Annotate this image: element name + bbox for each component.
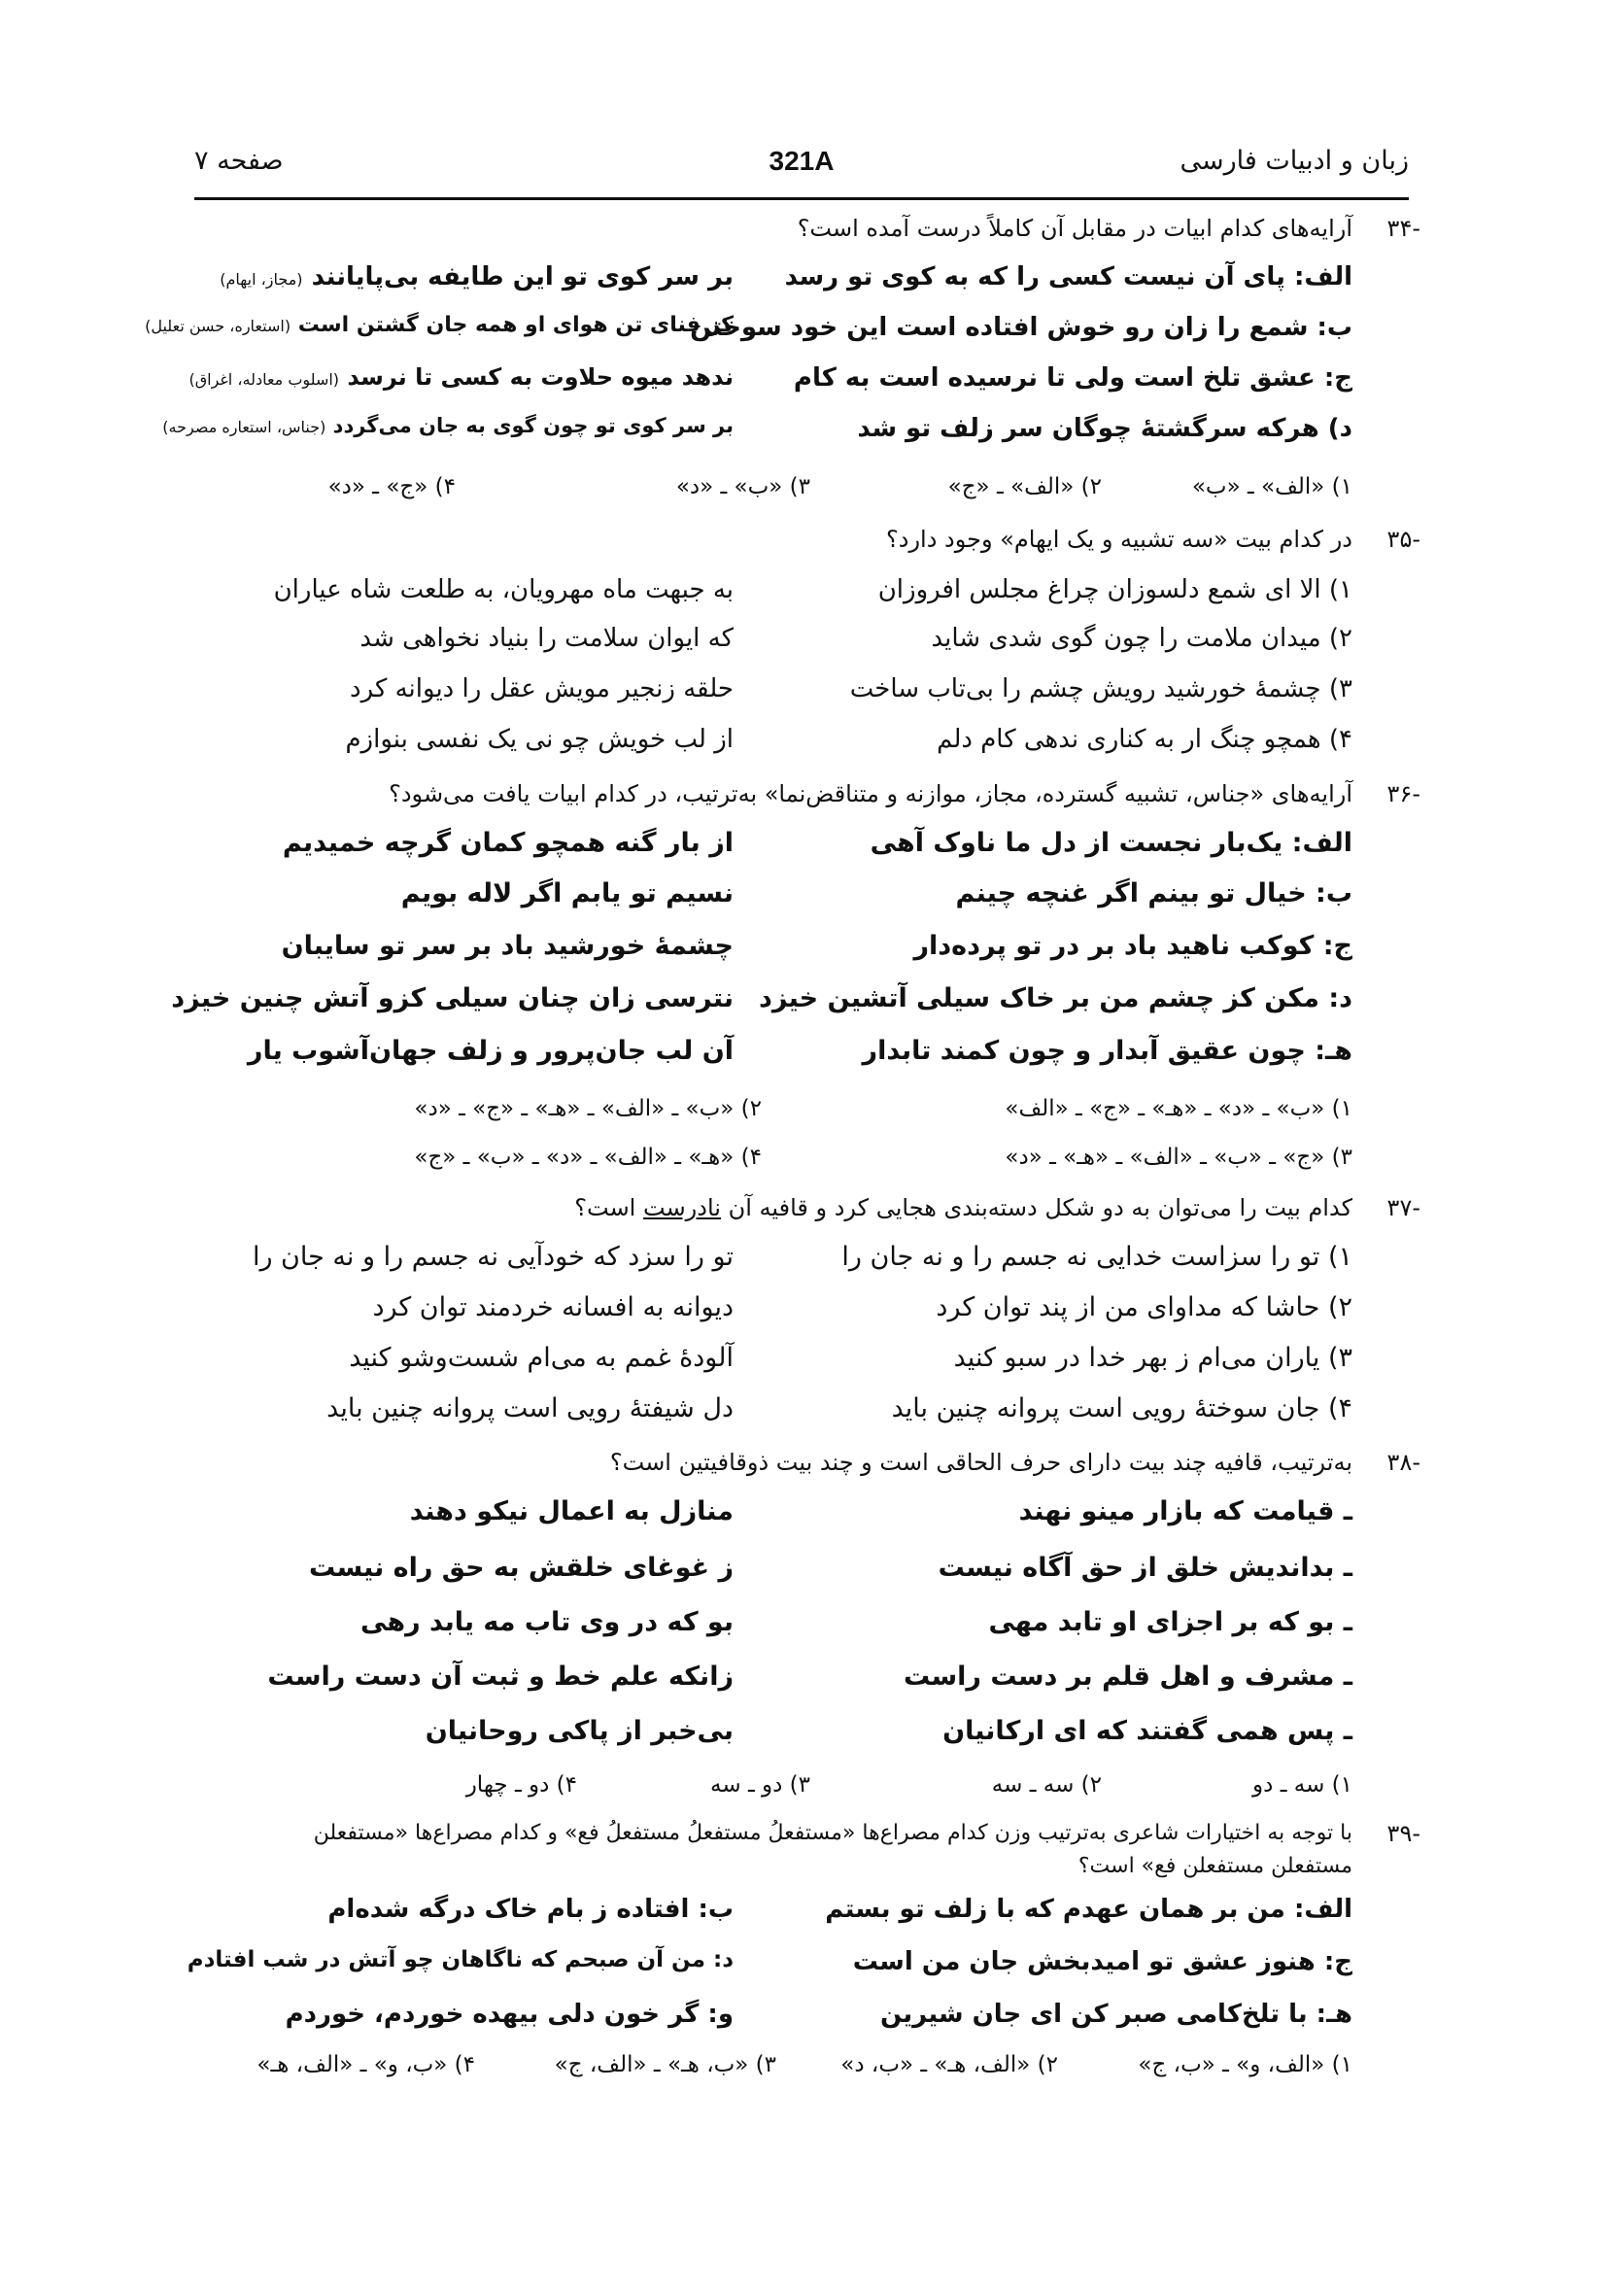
verse-right: ـ بو که بر اجزای او تابد مهی <box>988 1607 1352 1637</box>
verse-note: (مجاز، ایهام) <box>220 270 303 289</box>
question-36 <box>187 777 1420 810</box>
verse-left: کز فنای تن هوای او همه جان گشتن است (استعاره، حسن تعلیل) <box>145 313 734 337</box>
option-2[interactable]: ۲) حاشا که مداوای من از پند توان کرد <box>936 1292 1352 1322</box>
option-2[interactable]: ۲) میدان ملامت را چون گوی شدی شاید <box>931 624 1352 653</box>
verse-left: نسیم تو یابم اگر لاله بویم <box>400 878 734 908</box>
option-4[interactable]: ۴) «ج» ـ «د» <box>327 474 456 499</box>
option-4[interactable]: ۴) همچو چنگ ار به کناری ندهی کام دلم <box>937 725 1352 754</box>
option-3[interactable]: ۳) چشمهٔ خورشید رویش چشم را بی‌تاب ساخت <box>849 674 1352 703</box>
verse-right: د: مکن کز چشم من بر خاک سیلی آتشین خیزد <box>759 983 1352 1013</box>
option-2[interactable]: ۲) «الف» ـ «ج» <box>947 474 1102 499</box>
page-number: صفحه ۷ <box>194 146 284 176</box>
verse-left: و: گر خون دلی بیهده خوردم، خوردم <box>285 2000 734 2029</box>
question-number: -۳۷ <box>1386 1194 1420 1221</box>
option-1[interactable]: ۱) الا ای شمع دلسوزان چراغ مجلس افروزان <box>877 575 1352 604</box>
verse-left: بر سر کوی تو این طایفه بی‌پایانند (مجاز، ایهام) <box>220 262 734 291</box>
verse-right: هـ: با تلخ‌کامی صبر کن ای جان شیرین <box>880 2000 1352 2029</box>
verse-right: ـ پس همی گفتند که ای ارکانیان <box>942 1716 1352 1746</box>
verse-left: که ایوان سلامت را بنیاد نخواهی شد <box>359 624 734 653</box>
verse-right: ـ قیامت که بازار مینو نهند <box>1018 1496 1352 1526</box>
verse-left: ب: افتاده ز بام خاک درگه شده‌ام <box>327 1895 734 1924</box>
option-3[interactable]: ۳) «ب، هـ» ـ «الف، ج» <box>554 2052 776 2077</box>
verse-left: د: من آن صبحم که ناگاهان چو آتش در شب افتادم <box>187 1947 734 1972</box>
verse-left: حلقه زنجیر مویش عقل را دیوانه کرد <box>350 674 734 703</box>
verse-left: آن لب جان‌پرور و زلف جهان‌آشوب یار <box>247 1036 734 1066</box>
verse-left: ز غوغای خلقش به حق راه نیست <box>309 1553 734 1583</box>
option-2[interactable]: ۲) «الف، هـ» ـ «ب، د» <box>840 2052 1058 2077</box>
verse-note: (استعاره، حسن تعلیل) <box>145 317 291 335</box>
option-2[interactable]: ۲) سه ـ سه <box>991 1772 1102 1798</box>
verse-right: الف: من بر همان عهدم که با زلف تو بستم <box>825 1895 1352 1924</box>
option-1[interactable]: ۱) سه ـ دو <box>1252 1772 1352 1798</box>
question-number: -۳۵ <box>1386 526 1420 553</box>
verse-left: زانکه علم خط و ثبت آن دست راست <box>267 1662 734 1692</box>
question-34 <box>187 212 1420 245</box>
emphasis-word: نادرست <box>643 1194 721 1221</box>
question-stem: کدام بیت را می‌توان به دو شکل دسته‌بندی هجایی کرد و قافیه آن نادرست است؟ <box>574 1194 1352 1221</box>
option-3[interactable]: ۳) «ج» ـ «ب» ـ «الف» ـ «هـ» ـ «د» <box>1005 1145 1352 1170</box>
option-1[interactable]: ۱) تو را سزاست خدایی نه جسم را و نه جان را <box>841 1242 1352 1272</box>
verse-right: ب: شمع را زان رو خوش افتاده است این خود سوختن <box>690 313 1352 342</box>
option-1[interactable]: ۱) «الف، و» ـ «ب، ج» <box>1138 2052 1352 2077</box>
verse-left: بر سر کوی تو چون گوی به جان می‌گردد (جناس، استعاره مصرحه) <box>162 414 734 437</box>
verse-right: ب: خیال تو بینم اگر غنچه چینم <box>955 878 1352 908</box>
question-stem: به‌ترتیب، قافیه چند بیت دارای حرف الحاقی است و چند بیت ذوقافیتین است؟ <box>609 1449 1352 1476</box>
verse-left: تو را سزد که خودآیی نه جسم را و نه جان را <box>252 1242 734 1272</box>
question-37 <box>187 1191 1420 1224</box>
page-header <box>194 146 1409 185</box>
verse-left: دیوانه به افسانه خردمند توان کرد <box>372 1292 734 1322</box>
option-3[interactable]: ۳) «ب» ـ «د» <box>675 474 810 499</box>
question-39 <box>187 1817 1420 1883</box>
booklet-code: 321A <box>769 146 835 176</box>
question-35 <box>187 523 1420 556</box>
question-number: -۳۹ <box>1386 1820 1420 1847</box>
verse-right: د) هرکه سرگشتهٔ چوگان سر زلف تو شد <box>857 414 1352 443</box>
verse-left: ندهد میوه حلاوت به کسی تا نرسد (اسلوب معادله، اغراق) <box>188 363 734 391</box>
option-4[interactable]: ۴) دو ـ چهار <box>465 1772 577 1798</box>
verse-right: ج: هنوز عشق تو امیدبخش جان من است <box>852 1947 1352 1976</box>
option-3[interactable]: ۳) دو ـ سه <box>710 1772 810 1798</box>
option-2[interactable]: ۲) «ب» ـ «الف» ـ «هـ» ـ «ج» ـ «د» <box>414 1096 762 1121</box>
verse-left: دل شیفتهٔ رویی است پروانه چنین باید <box>326 1393 734 1423</box>
question-stem: آرایه‌های «جناس، تشبیه گسترده، مجاز، موازنه و متناقض‌نما» به‌ترتیب، در کدام ابیات یافت می‌شود؟ <box>389 780 1352 807</box>
verse-left: منازل به اعمال نیکو دهند <box>409 1496 734 1526</box>
question-stem: با توجه به اختیارات شاعری به‌ترتیب وزن کدام مصراع‌ها «مستفعلُ مستفعلُ مستفعلُ فع» و کدام مصراع‌ها «مستفعلن مستفعلن مستفعلن فع» است؟ <box>313 1821 1352 1878</box>
verse-right: هـ: چون عقیق آبدار و چون کمند تابدار <box>862 1036 1352 1066</box>
question-number: -۳۴ <box>1386 215 1420 242</box>
question-number: -۳۶ <box>1386 780 1420 807</box>
verse-left: به جبهت ماه مهرویان، به طلعت شاه عیاران <box>273 575 734 604</box>
verse-left: آلودهٔ غمم به می‌ام شست‌وشو کنید <box>349 1343 734 1373</box>
verse-right: ـ بداندیش خلق از حق آگاه نیست <box>938 1553 1352 1583</box>
option-1[interactable]: ۱) «الف» ـ «ب» <box>1191 474 1352 499</box>
subject-title: زبان و ادبیات فارسی <box>1180 146 1409 176</box>
verse-left: نترسی زان چنان سیلی کزو آتش چنین خیزد <box>171 983 734 1013</box>
verse-note: (جناس، استعاره مصرحه) <box>162 418 326 436</box>
option-1[interactable]: ۱) «ب» ـ «د» ـ «هـ» ـ «ج» ـ «الف» <box>1005 1096 1352 1121</box>
verse-left: از لب خویش چو نی یک نفسی بنوازم <box>345 725 734 754</box>
verse-note: (اسلوب معادله، اغراق) <box>188 370 340 389</box>
verse-left: از بار گنه همچو کمان گرچه خمیدیم <box>282 828 734 858</box>
verse-right: الف: یک‌بار نجست از دل ما ناوک آهی <box>870 828 1352 858</box>
option-4[interactable]: ۴) «ب، و» ـ «الف، هـ» <box>256 2052 475 2077</box>
question-stem: در کدام بیت «سه تشبیه و یک ایهام» وجود دارد؟ <box>886 526 1352 553</box>
verse-right: ـ مشرف و اهل قلم بر دست راست <box>904 1662 1352 1692</box>
verse-right: الف: پای آن نیست کسی را که به کوی تو رسد <box>784 262 1352 291</box>
question-number: -۳۸ <box>1386 1449 1420 1476</box>
verse-right: ج: عشق تلخ است ولی تا نرسیده است به کام <box>793 363 1352 393</box>
verse-left: بو که در وی تاب مه یابد رهی <box>360 1607 734 1637</box>
question-38 <box>187 1446 1420 1479</box>
option-4[interactable]: ۴) جان سوختهٔ رویی است پروانه چنین باید <box>891 1393 1352 1423</box>
option-4[interactable]: ۴) «هـ» ـ «الف» ـ «د» ـ «ب» ـ «ج» <box>414 1145 762 1170</box>
header-divider <box>194 197 1409 200</box>
verse-right: ج: کوکب ناهید باد بر در تو پرده‌دار <box>913 931 1352 961</box>
option-3[interactable]: ۳) یاران می‌ام ز بهر خدا در سبو کنید <box>953 1343 1352 1373</box>
verse-left: چشمهٔ خورشید باد بر سر تو سایبان <box>281 931 734 961</box>
question-stem: آرایه‌های کدام ابیات در مقابل آن کاملاً درست آمده است؟ <box>797 215 1352 242</box>
verse-left: بی‌خبر از پاکی روحانیان <box>425 1716 734 1746</box>
